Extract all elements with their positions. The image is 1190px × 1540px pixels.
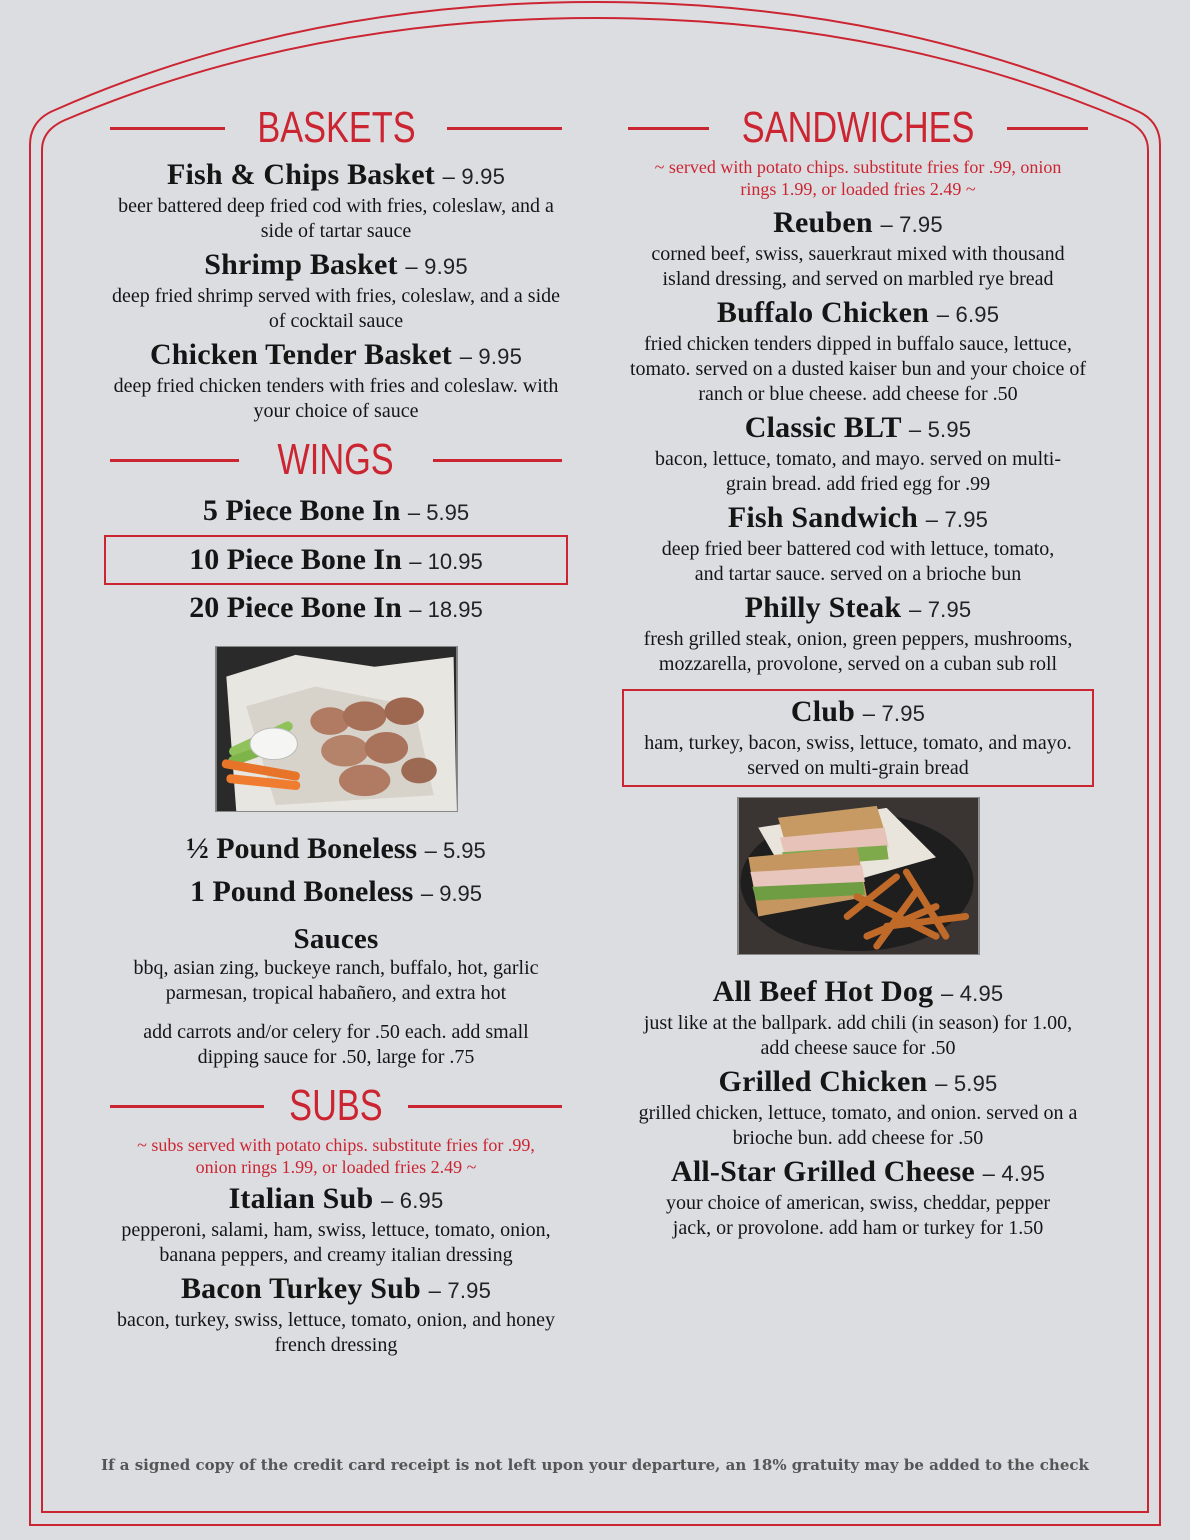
item-price: – 7.95: [908, 597, 972, 622]
menu-item: [628, 591, 1088, 677]
item-desc: pepperoni, salami, ham, swiss, lettuce, tomato, onion, banana peppers, and creamy italian dressing: [121, 1219, 551, 1266]
wing-item: [110, 585, 562, 632]
wing-item-highlighted: [104, 535, 568, 585]
item-price: – 7.95: [862, 701, 926, 726]
item-desc: bacon, turkey, swiss, lettuce, tomato, onion, and honey french dressing: [116, 1309, 556, 1356]
item-name: 5 Piece Bone In: [202, 494, 401, 527]
item-name: Bacon Turkey Sub: [180, 1272, 421, 1305]
item-name: 1 Pound Boneless: [189, 875, 414, 908]
item-price: – 9.95: [442, 164, 506, 189]
wings-addons: add carrots and/or celery for .50 each. add small dipping sauce for .50, large for .75: [143, 1021, 529, 1068]
item-price: – 4.95: [982, 1161, 1046, 1186]
boneless-item: [110, 871, 562, 914]
item-desc: deep fried chicken tenders with fries and coleslaw. with your choice of sauce: [113, 375, 559, 422]
divider: [110, 1105, 264, 1108]
item-name: Fish Sandwich: [727, 501, 919, 534]
divider: [110, 459, 239, 462]
section-title-sandwiches: SANDWICHES: [741, 103, 975, 152]
boneless-item: [110, 828, 562, 871]
item-price: – 9.95: [420, 881, 483, 906]
section-title-baskets: BASKETS: [256, 103, 416, 152]
item-name: All-Star Grilled Cheese: [670, 1155, 975, 1188]
item-desc: bacon, lettuce, tomato, and mayo. served on multi-grain bread. add fried egg for .99: [655, 448, 1061, 495]
sauces-desc: bbq, asian zing, buckeye ranch, buffalo, hot, garlic parmesan, tropical habañero, and extra hot: [133, 957, 539, 1004]
divider: [447, 127, 562, 130]
item-name: Italian Sub: [228, 1182, 374, 1215]
item-desc: fresh grilled steak, onion, green peppers, mushrooms, mozzarella, provolone, served on a cuban sub roll: [643, 628, 1073, 675]
item-name: 10 Piece Bone In: [189, 543, 402, 576]
item-price: – 7.95: [880, 212, 943, 237]
item-desc: grilled chicken, lettuce, tomato, and onion. served on a brioche bun. add cheese for .50: [638, 1102, 1078, 1149]
wings-header: [110, 432, 562, 488]
item-name: Shrimp Basket: [204, 248, 398, 281]
item-name: Grilled Chicken: [718, 1065, 928, 1098]
subs-header: [110, 1078, 562, 1134]
menu-item: [628, 975, 1088, 1061]
item-name: Club: [790, 695, 856, 728]
right-column: [628, 100, 1088, 1245]
sandwiches-header: [628, 100, 1088, 156]
section-title-wings: WINGS: [277, 435, 395, 484]
item-desc: fried chicken tenders dipped in buffalo sauce, lettuce, tomato. served on a dusted kaiser bun and your choice of ranch or blue cheese. add cheese for .50: [630, 333, 1086, 405]
menu-item: [628, 1155, 1088, 1241]
item-price: – 5.95: [908, 417, 972, 442]
divider: [408, 1105, 562, 1108]
menu-item: [110, 158, 562, 244]
item-price: – 18.95: [409, 597, 483, 622]
section-title-subs: SUBS: [289, 1081, 383, 1130]
item-price: – 9.95: [405, 254, 468, 279]
menu-item: [628, 1065, 1088, 1151]
item-desc: corned beef, swiss, sauerkraut mixed with thousand island dressing, and served on marbled rye bread: [651, 243, 1065, 290]
item-name: Classic BLT: [744, 411, 902, 444]
item-desc: deep fried shrimp served with fries, coleslaw, and a side of cocktail sauce: [112, 285, 560, 332]
item-price: – 10.95: [409, 549, 483, 574]
menu-item: [110, 248, 562, 334]
item-name: Philly Steak: [744, 591, 902, 624]
item-price: – 6.95: [936, 302, 1000, 327]
gratuity-notice: If a signed copy of the credit card receipt is not left upon your departure, an 18% gratuity may be added to the check: [101, 1456, 1089, 1474]
item-price: – 5.95: [935, 1071, 998, 1096]
menu-item: [628, 296, 1088, 407]
item-desc: deep fried beer battered cod with lettuce, tomato, and tartar sauce. served on a brioche bun: [661, 538, 1055, 585]
item-name: ½ Pound Boneless: [186, 832, 418, 865]
divider: [110, 127, 225, 130]
menu-item: [628, 206, 1088, 292]
divider: [1007, 127, 1088, 130]
subs-note: ~ subs served with potato chips. substitute fries for .99, onion rings 1.99, or loaded fries 2.49 ~: [137, 1135, 535, 1177]
sauces-title: Sauces: [293, 923, 379, 955]
left-column: [110, 100, 562, 1362]
item-price: – 5.95: [424, 838, 486, 863]
menu-item: [628, 411, 1088, 497]
item-price: – 5.95: [407, 500, 470, 525]
item-name: All Beef Hot Dog: [712, 975, 934, 1008]
item-name: 20 Piece Bone In: [189, 591, 402, 624]
baskets-header: [110, 100, 562, 156]
divider: [628, 127, 709, 130]
menu-item: [110, 1272, 562, 1358]
club-item-highlighted: [622, 689, 1094, 787]
wings-photo: [215, 646, 458, 812]
menu-item: [110, 338, 562, 424]
item-price: – 6.95: [381, 1188, 444, 1213]
club-sandwich-photo: [737, 797, 980, 955]
wing-item: [110, 488, 562, 535]
item-desc: ham, turkey, bacon, swiss, lettuce, tomato, and mayo. served on multi-grain bread: [644, 732, 1072, 779]
item-name: Buffalo Chicken: [716, 296, 930, 329]
item-price: – 9.95: [459, 344, 523, 369]
item-desc: just like at the ballpark. add chili (in season) for 1.00, add cheese sauce for .50: [643, 1012, 1073, 1059]
item-price: – 4.95: [940, 981, 1004, 1006]
item-desc: beer battered deep fried cod with fries, coleslaw, and a side of tartar sauce: [118, 195, 554, 242]
item-name: Reuben: [773, 206, 873, 239]
item-price: – 7.95: [925, 507, 989, 532]
sandwiches-note: ~ served with potato chips. substitute fries for .99, onion rings 1.99, or loaded fries 2.49 ~: [654, 157, 1062, 199]
menu-item: [628, 501, 1088, 587]
divider: [433, 459, 562, 462]
item-price: – 7.95: [428, 1278, 492, 1303]
item-desc: your choice of american, swiss, cheddar, pepper jack, or provolone. add ham or turkey for 1.50: [665, 1192, 1051, 1239]
item-name: Fish & Chips Basket: [166, 158, 435, 191]
item-name: Chicken Tender Basket: [149, 338, 452, 371]
menu-item: [110, 1182, 562, 1268]
